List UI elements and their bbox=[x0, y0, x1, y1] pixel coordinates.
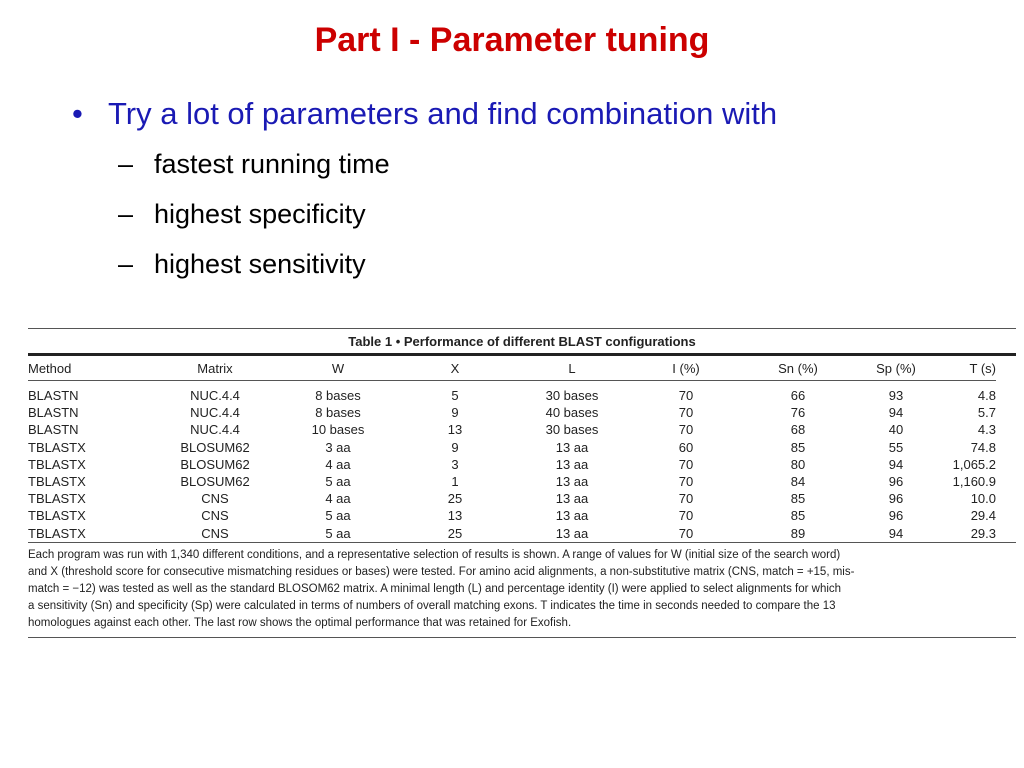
table-cell: 96 bbox=[888, 508, 904, 524]
table-cell: 5 bbox=[451, 388, 459, 404]
table-cell: 5.7 bbox=[977, 405, 996, 421]
table-cell: 13 aa bbox=[555, 508, 589, 524]
table-cell: 80 bbox=[790, 456, 806, 472]
footnote-line: a sensitivity (Sn) and specificity (Sp) were calculated in terms of numbers of overall matching exons. T indicates the time in seconds needed to compare the 13 bbox=[28, 599, 836, 612]
table-cell: NUC.4.4 bbox=[190, 422, 240, 438]
table-cell: 70 bbox=[678, 491, 694, 507]
header-time: T (s) bbox=[969, 360, 996, 376]
table-cell: CNS bbox=[201, 491, 229, 507]
table-cell: BLASTN bbox=[28, 422, 79, 438]
table-cell: 70 bbox=[678, 456, 694, 472]
table-cell: 85 bbox=[790, 439, 806, 455]
table-cell: 10.0 bbox=[970, 491, 996, 507]
table-cell: 8 bases bbox=[315, 388, 361, 404]
header-method: Method bbox=[28, 360, 72, 376]
dash-marker: – bbox=[118, 149, 134, 179]
table-cell: 89 bbox=[790, 525, 806, 541]
table-cell: 1,160.9 bbox=[952, 474, 996, 490]
table-cell: 55 bbox=[888, 439, 904, 455]
table-cell: 70 bbox=[678, 405, 694, 421]
table-row bbox=[28, 456, 996, 473]
header-x: X bbox=[450, 360, 460, 376]
table-cell: 8 bases bbox=[315, 405, 361, 421]
dash-marker: – bbox=[118, 199, 134, 229]
header-sensitivity: Sn (%) bbox=[778, 360, 818, 376]
table-cell: 13 aa bbox=[555, 439, 589, 455]
table-cell: TBLASTX bbox=[28, 439, 86, 455]
table-cell: TBLASTX bbox=[28, 456, 86, 472]
table-cell: 76 bbox=[790, 405, 806, 421]
table-cell: 40 bbox=[888, 422, 904, 438]
table-row bbox=[28, 439, 996, 456]
table-cell: 85 bbox=[790, 508, 806, 524]
table-cell: 4 aa bbox=[325, 456, 351, 472]
header-specificity: Sp (%) bbox=[876, 360, 916, 376]
table-cell: 29.3 bbox=[970, 525, 996, 541]
table-cell: 3 aa bbox=[325, 439, 351, 455]
table-cell: NUC.4.4 bbox=[190, 388, 240, 404]
footnote-line: and X (threshold score for consecutive mismatching residues or bases) were tested. For amino acid alignments, a non-substitutive matrix (CNS, match = +15, mis- bbox=[28, 565, 855, 578]
table-cell: 9 bbox=[451, 439, 459, 455]
header-l: L bbox=[568, 360, 576, 376]
sub-item-text: fastest running time bbox=[154, 149, 390, 179]
table-cell: 40 bases bbox=[545, 405, 599, 421]
footnote-line: homologues against each other. The last row shows the optimal performance that was retained for Exofish. bbox=[28, 616, 572, 629]
table-row bbox=[28, 473, 996, 490]
sub-item-text: highest sensitivity bbox=[154, 249, 366, 279]
table-cell: BLOSUM62 bbox=[180, 474, 250, 490]
table-cell: 94 bbox=[888, 456, 904, 472]
table-footnote bbox=[28, 543, 1008, 637]
table-row bbox=[28, 525, 996, 542]
table-cell: 25 bbox=[447, 491, 463, 507]
header-matrix: Matrix bbox=[197, 360, 233, 376]
table-cell: 74.8 bbox=[970, 439, 996, 455]
table-cell: 96 bbox=[888, 491, 904, 507]
table-cell: TBLASTX bbox=[28, 474, 86, 490]
table-cell: 4 aa bbox=[325, 491, 351, 507]
table-cell: CNS bbox=[201, 525, 229, 541]
table-cell: 94 bbox=[888, 405, 904, 421]
table-cell: 85 bbox=[790, 491, 806, 507]
table-cell: 70 bbox=[678, 474, 694, 490]
table-cell: 5 aa bbox=[325, 508, 351, 524]
performance-table bbox=[28, 356, 996, 542]
table-cell: 70 bbox=[678, 388, 694, 404]
table-caption: Table 1 • Performance of different BLAST configurations bbox=[348, 334, 696, 349]
table-cell: 29.4 bbox=[970, 508, 996, 524]
footnote-line: match = −12) was tested as well as the standard BLOSOM62 matrix. A minimal length (L) and percentage identity (I) were applied to select alignments for which bbox=[28, 582, 842, 595]
table-cell: 30 bases bbox=[545, 388, 599, 404]
table-cell: CNS bbox=[201, 508, 229, 524]
dash-marker: – bbox=[118, 249, 134, 279]
table-cell: 96 bbox=[888, 474, 904, 490]
table-cell: 1 bbox=[451, 474, 459, 490]
table-cell: TBLASTX bbox=[28, 525, 86, 541]
table-row bbox=[28, 507, 996, 524]
table-cell: 13 bbox=[447, 422, 463, 438]
table-cell: 68 bbox=[790, 422, 806, 438]
table-cell: 70 bbox=[678, 422, 694, 438]
table-cell: BLASTN bbox=[28, 405, 79, 421]
figure-end-rule bbox=[28, 637, 1016, 638]
table-cell: 3 bbox=[451, 456, 459, 472]
sub-item-sensitivity bbox=[118, 246, 366, 282]
table-body bbox=[28, 381, 996, 542]
table-cell: BLOSUM62 bbox=[180, 456, 250, 472]
sub-item-running-time bbox=[118, 146, 390, 182]
table-cell: 93 bbox=[888, 388, 904, 404]
table-row bbox=[28, 404, 996, 421]
table-cell: 13 bbox=[447, 508, 463, 524]
table-cell: BLASTN bbox=[28, 388, 79, 404]
table-cell: 30 bases bbox=[545, 422, 599, 438]
slide-title: Part I - Parameter tuning bbox=[314, 21, 710, 59]
sub-item-specificity bbox=[118, 196, 366, 232]
table-cell: BLOSUM62 bbox=[180, 439, 250, 455]
table-cell: 13 aa bbox=[555, 525, 589, 541]
table-cell: 5 aa bbox=[325, 474, 351, 490]
table-cell: 4.8 bbox=[977, 388, 996, 404]
header-w: W bbox=[331, 360, 345, 376]
table-cell: 25 bbox=[447, 525, 463, 541]
header-identity: I (%) bbox=[672, 360, 700, 376]
table-cell: 66 bbox=[790, 388, 806, 404]
table-cell: TBLASTX bbox=[28, 508, 86, 524]
table-cell: 70 bbox=[678, 525, 694, 541]
table-cell: 70 bbox=[678, 508, 694, 524]
table-row bbox=[28, 490, 996, 507]
table-cell: 1,065.2 bbox=[952, 456, 996, 472]
table-row bbox=[28, 381, 996, 405]
table-cell: 84 bbox=[790, 474, 806, 490]
table-row bbox=[28, 421, 996, 438]
table-cell: NUC.4.4 bbox=[190, 405, 240, 421]
table-cell: 60 bbox=[678, 439, 694, 455]
main-bullet bbox=[72, 92, 777, 136]
table-cell: 5 aa bbox=[325, 525, 351, 541]
footnote-line: Each program was run with 1,340 different conditions, and a representative selection of results is shown. A range of values for W (initial size of the search word) bbox=[28, 548, 841, 561]
table-cell: 9 bbox=[451, 405, 459, 421]
table-cell: TBLASTX bbox=[28, 491, 86, 507]
table-cell: 13 aa bbox=[555, 491, 589, 507]
table-cell: 10 bases bbox=[311, 422, 365, 438]
table-cell: 4.3 bbox=[977, 422, 996, 438]
blast-table-figure bbox=[28, 328, 1016, 638]
table-cell: 13 aa bbox=[555, 474, 589, 490]
sub-item-text: highest specificity bbox=[154, 199, 366, 229]
table-header-row bbox=[28, 356, 996, 381]
table-cell: 13 aa bbox=[555, 456, 589, 472]
main-bullet-text: Try a lot of parameters and find combination with bbox=[108, 96, 778, 131]
table-cell: 94 bbox=[888, 525, 904, 541]
bullet-marker: • bbox=[72, 96, 83, 131]
